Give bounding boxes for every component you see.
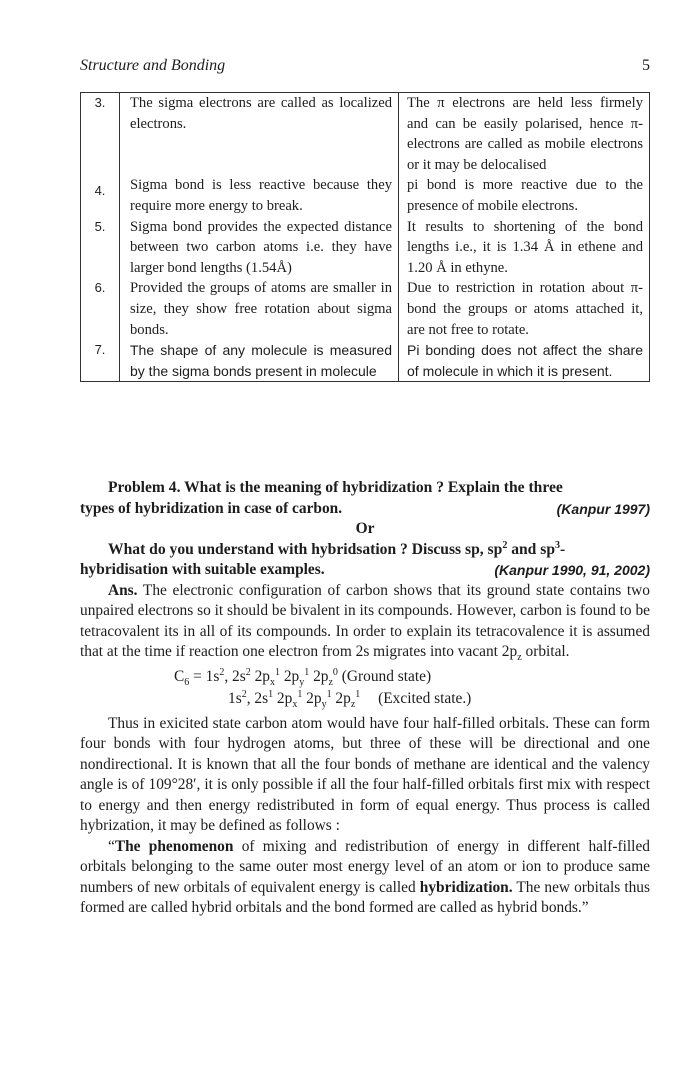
answer-text-end: orbital. <box>521 643 570 660</box>
pi-cell: It results to shortening of the bond lengths i.e., it is 1.34 Å in ethene and 1.20 Å in ethyne. <box>399 217 650 279</box>
problem-line-2-row <box>80 499 650 520</box>
explanation-paragraph: Thus in exicited state carbon atom would have four half-filled orbitals. These can form four bonds with four hydrogen atoms, but three of these will be directional and one nondirectional. It is known that all the four bonds of methane are identical and the valency angle is of 109°28′, it is only possible if all the four half-filled orbitals first mix with respect to energy and then energy redistributed in form of equal energy. Thus process is called hybrization, it may be defined as follows : <box>80 714 650 834</box>
sigma-cell: The sigma electrons are called as localized electrons. <box>120 93 399 176</box>
row-number: 7. <box>81 340 120 382</box>
row-number: 3. <box>81 93 120 176</box>
answer-label: Ans. <box>108 581 138 599</box>
ground-state-formula: $C_6 = 1s^2$, $2s^2$ $2p_x^1$ $2p_y^1$ $2p_z^0$ (Ground state) <box>174 666 432 688</box>
definition-text: of mixing and redistribution of energy in different half-filled orbitals belonging to the same outer most energy level of an atom or ion to produce same numbers of new orbitals of equivalent energy is called <box>80 837 650 896</box>
or-separator: Or <box>355 520 375 537</box>
table-row <box>81 217 650 279</box>
ground-state-label: (Ground state) <box>341 667 432 685</box>
sigma-cell: Provided the groups of atoms are smaller in size, they show free rotation about sigma bonds. <box>120 278 399 340</box>
alt-question-part: What do you understand with hybridsation ? Discuss sp, sp <box>108 540 503 558</box>
table-row <box>81 340 650 382</box>
alt-question <box>80 540 650 561</box>
answer-paragraph <box>80 581 650 663</box>
definition-open-quote: “ <box>108 837 115 855</box>
alt-question-part: and sp <box>507 540 555 558</box>
row-number: 4. <box>81 175 120 216</box>
row-number: 5. <box>81 217 120 279</box>
sigma-cell: The shape of any molecule is measured by the sigma bonds present in molecule <box>120 340 399 382</box>
alt-question-line-2: hybridisation with suitable examples. <box>80 561 325 578</box>
header-title: Structure and Bonding <box>80 57 226 74</box>
problem-source-1: (Kanpur 1997) <box>556 500 650 517</box>
sigma-cell: Sigma bond provides the expected distance between two carbon atoms i.e. they have larger bond lengths (1.54Å) <box>120 217 399 279</box>
definition-term: hybridization. <box>419 878 513 896</box>
body-text <box>80 478 650 919</box>
problem-question <box>80 478 650 499</box>
problem-source-2: (Kanpur 1990, 91, 2002) <box>494 562 650 578</box>
excited-state-formula: $1s^2$, $2s^1$ $2p_x^1$ $2p_y^1$ $2p_z^1$ (Excited state.) <box>228 688 472 711</box>
row-number: 6. <box>81 278 120 340</box>
pi-cell: pi bond is more reactive due to the presence of mobile electrons. <box>399 175 650 216</box>
alt-question-part: - <box>560 540 566 558</box>
definition-paragraph <box>80 837 650 919</box>
comparison-table <box>80 92 650 382</box>
subscript-z: z <box>517 652 522 664</box>
table-row <box>81 278 650 340</box>
pi-cell: The π electrons are held less firmely and can be easily polarised, hence π-electrons are called as mobile electrons or it may be delocalised <box>399 93 650 176</box>
pi-cell: Pi bonding does not affect the share of molecule in which it is present. <box>399 340 650 382</box>
definition-lead: The phenomenon <box>114 837 234 855</box>
running-header <box>80 57 650 75</box>
alt-question-line-2-row <box>80 560 650 581</box>
sp3-superscript: 3 <box>555 539 560 551</box>
excited-state-label: (Excited state.) <box>378 690 472 707</box>
answer-text: The electronic configuration of carbon shows that its ground state contains two unpaired electrons so it should be bivalent in its compounds. However, carbon is found to be tetracovalent its in all of its compounds. In order to explain its tetracovalence it is assumed that at the time if reaction one electron from 2s migrates into vacant 2p <box>80 581 651 660</box>
pi-cell: Due to restriction in rotation about π-bond the groups or atoms attached it, are not free to rotate. <box>399 278 650 340</box>
sigma-cell: Sigma bond is less reactive because they require more energy to break. <box>120 175 399 216</box>
problem-line-1: Problem 4. What is the meaning of hybridization ? Explain the three <box>108 479 563 496</box>
table-row <box>81 175 650 216</box>
table-row <box>81 93 650 176</box>
sp2-superscript: 2 <box>502 539 508 551</box>
definition-end: The new orbitals thus formed are called hybrid orbitals and the bond formed are called as hybrid bonds.” <box>80 878 650 916</box>
page-number: 5 <box>642 57 650 74</box>
problem-line-2: types of hybridization in case of carbon. <box>80 499 343 517</box>
